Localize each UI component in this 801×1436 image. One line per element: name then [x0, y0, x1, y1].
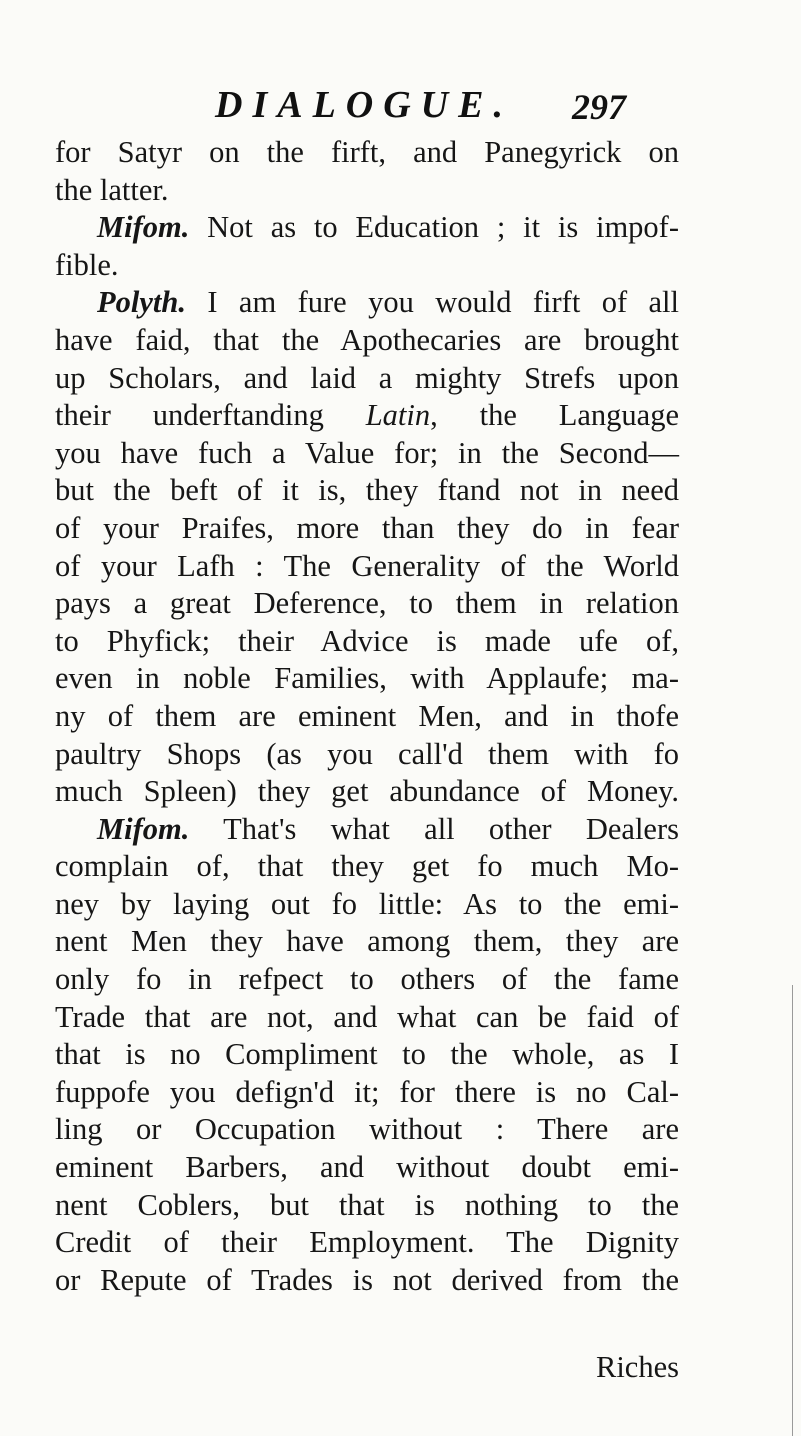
text-span: Not as to Education ; it is impof- [189, 210, 679, 245]
text-line: but the beft of it is, they ftand not in need [55, 473, 679, 508]
body-text [55, 134, 679, 1299]
speaker-name: Mifom. [97, 210, 190, 245]
text-line: nent Men they have among them, they are [55, 924, 679, 959]
speaker-name: Mifom. [97, 811, 190, 846]
speaker-name: Polyth. [97, 285, 186, 320]
text-span: , the Language [430, 398, 679, 433]
text-line: much Spleen) they get abundance of Money. [55, 774, 679, 809]
page-number: 297 [572, 87, 626, 127]
text-line: of your Lafh : The Generality of the World [55, 548, 679, 583]
text-line: fible. [55, 247, 119, 282]
text-line: ny of them are eminent Men, and in thofe [55, 698, 679, 733]
text-line: of your Praifes, more than they do in fear [55, 510, 679, 545]
text-span: their underftanding [55, 398, 366, 433]
catchword: Riches [595, 1350, 679, 1384]
text-line: only fo in refpect to others of the fame [55, 962, 679, 997]
text-span: That's what all other Dealers [189, 811, 679, 846]
text-line: or Repute of Trades is not derived from the [55, 1262, 679, 1297]
text-line: paultry Shops (as you call'd them with fo [55, 736, 679, 771]
catchword-line [0, 1347, 801, 1387]
text-line: you have fuch a Value for; in the Second— [55, 435, 679, 470]
text-line: have faid, that the Apothecaries are brought [55, 322, 679, 357]
text-line [55, 284, 679, 322]
text-line: ney by laying out fo little: As to the emi- [55, 886, 679, 921]
text-line: nent Coblers, but that is nothing to the [55, 1187, 679, 1222]
text-line: for Satyr on the firft, and Panegyrick on [55, 135, 679, 169]
page-header [0, 80, 801, 130]
text-line: Credit of their Employment. The Dignity [55, 1225, 679, 1260]
running-head: DIALOGUE. [215, 84, 513, 126]
text-line: ling or Occupation without : There are [55, 1112, 679, 1147]
text-line [55, 811, 679, 849]
text-line: to Phyfick; their Advice is made ufe of, [55, 623, 679, 658]
gutter-edge [792, 985, 793, 1436]
text-line: the latter. [55, 172, 169, 207]
italic-word: Latin [365, 398, 431, 433]
text-line: Trade that are not, and what can be faid of [55, 999, 679, 1034]
text-line: up Scholars, and laid a mighty Strefs upon [55, 360, 679, 395]
text-line: pays a great Deference, to them in relation [55, 586, 679, 621]
text-line: even in noble Families, with Applaufe; ma- [55, 661, 679, 696]
text-line: complain of, that they get fo much Mo- [55, 849, 679, 884]
text-line: fuppofe you defign'd it; for there is no Cal- [55, 1074, 679, 1109]
text-line: that is no Compliment to the whole, as I [55, 1037, 679, 1072]
text-span: I am fure you would firft of all [185, 285, 679, 320]
text-line [55, 397, 679, 435]
text-line [55, 209, 679, 247]
text-line: eminent Barbers, and without doubt emi- [55, 1150, 679, 1185]
